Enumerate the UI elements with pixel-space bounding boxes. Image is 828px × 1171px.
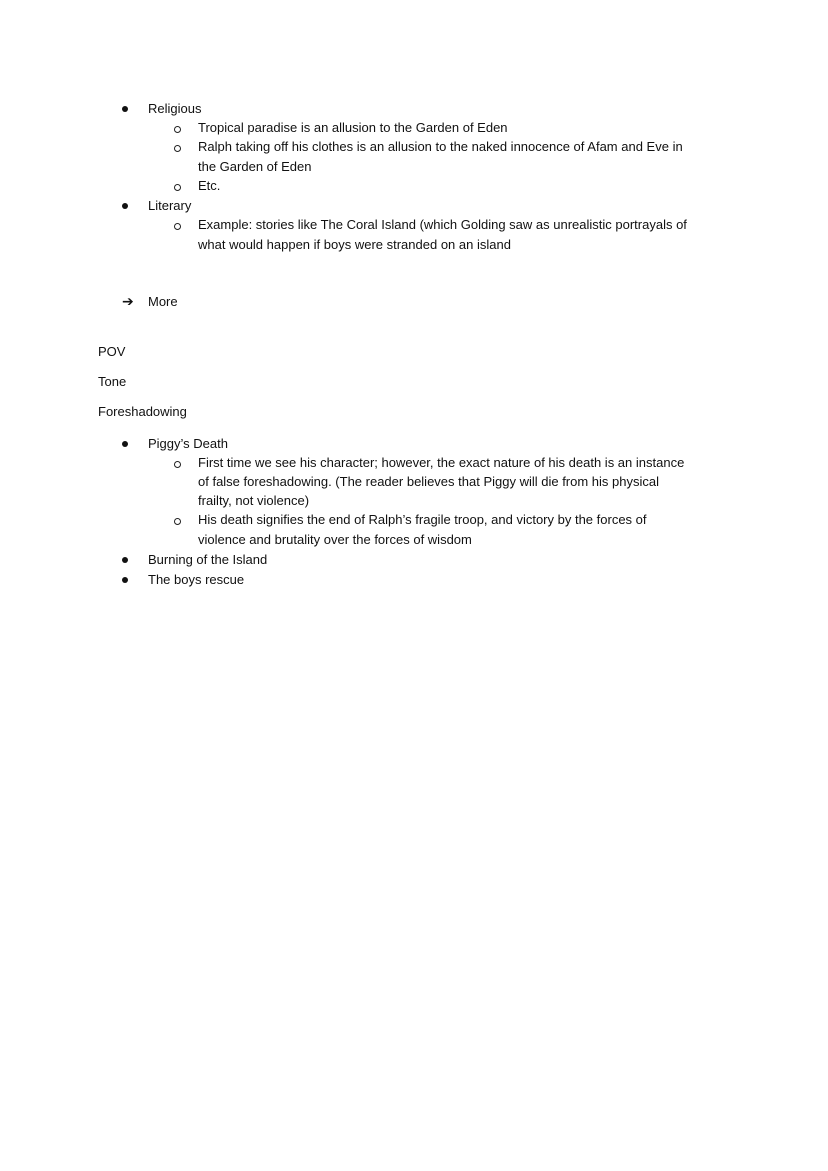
literary-item-continued: what would happen if boys were stranded on an island [198, 237, 511, 252]
tone-heading: Tone [98, 374, 127, 389]
piggy-item: His death signifies the end of Ralph’s fragile troop, and victory by the forces of [198, 512, 647, 527]
bullet-icon [122, 557, 128, 563]
circle-bullet-icon [174, 145, 181, 152]
religious-item: Etc. [198, 178, 221, 193]
religious-item: Tropical paradise is an allusion to the Garden of Eden [198, 120, 508, 135]
circle-bullet-icon [174, 461, 181, 468]
bullet-icon [122, 577, 128, 583]
pov-heading: POV [98, 344, 126, 359]
piggy-item-continued: violence and brutality over the forces of wisdom [198, 532, 472, 547]
circle-bullet-icon [174, 223, 181, 230]
burning-label: Burning of the Island [148, 552, 268, 567]
piggy-item-continued: frailty, not violence) [198, 493, 310, 508]
more-label: More [148, 294, 178, 309]
religious-label: Religious [148, 101, 202, 116]
piggy-item: First time we see his character; however, the exact nature of his death is an instance [198, 455, 685, 470]
bullet-icon [122, 441, 128, 447]
piggy-death-label: Piggy’s Death [148, 436, 228, 451]
literary-item: Example: stories like The Coral Island (which Golding saw as unrealistic portrayals of [198, 217, 687, 232]
circle-bullet-icon [174, 184, 181, 191]
circle-bullet-icon [174, 518, 181, 525]
circle-bullet-icon [174, 126, 181, 133]
bullet-icon [122, 203, 128, 209]
piggy-item-continued: of false foreshadowing. (The reader believes that Piggy will die from his physical [198, 474, 660, 489]
literary-label: Literary [148, 198, 192, 213]
arrow-right-icon: ➔ [122, 293, 134, 309]
religious-item: Ralph taking off his clothes is an allusion to the naked innocence of Afam and Eve in [198, 139, 683, 154]
rescue-label: The boys rescue [148, 572, 245, 587]
bullet-icon [122, 106, 128, 112]
foreshadowing-heading: Foreshadowing [98, 404, 187, 419]
religious-item-continued: the Garden of Eden [198, 159, 312, 174]
